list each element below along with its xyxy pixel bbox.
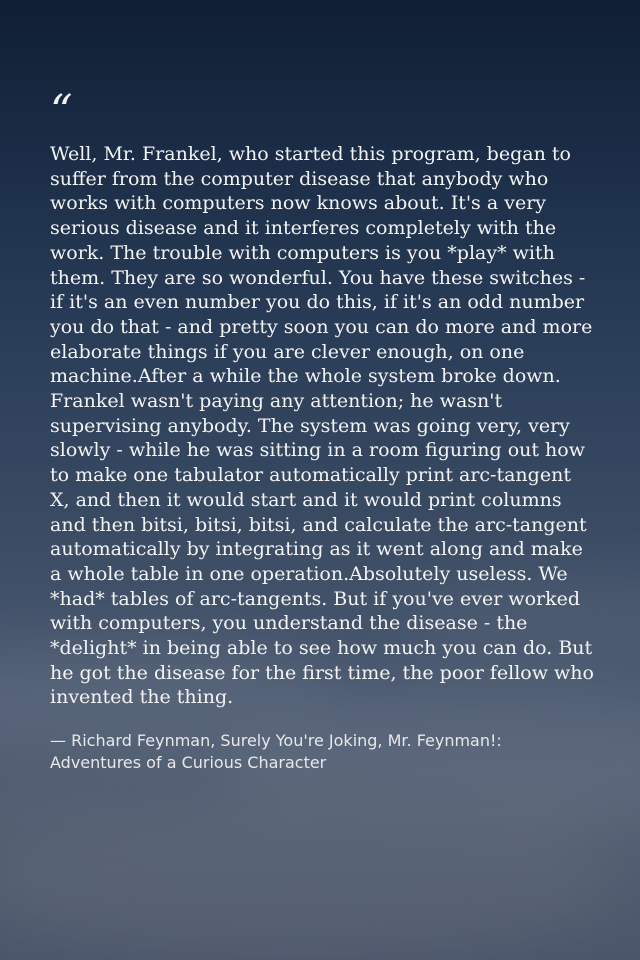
quote-mark-icon: “ bbox=[50, 86, 73, 137]
quote-text: Well, Mr. Frankel, who started this program, began to suffer from the computer disease that anybody who works with computers now knows about. It's a very serious disease and it interferes completely with the work. The trouble with computers is you *play* with them. They are so wonderful. You have these switches - if it's an even number you do this, if it's an odd number you do that - and pretty soon you can do more and more elaborate things if you are clever enough, on one machine.After a while the whole system broke down. Frankel wasn't paying any attention; he wasn't supervising anybody. The system was going very, very slowly - while he was sitting in a room figuring out how to make one tabulator automatically print arc-tangent X, and then it would start and it would print columns and then bitsi, bitsi, bitsi, and calculate the arc-tangent automatically by integrating as it went along and make a whole table in one operation.Absolutely useless. We *had* tables of arc-tangents. But if you've ever worked with computers, you understand the disease - the *delight* in being able to see how much you can do. But he got the disease for the first time, the poor fellow who invented the thing. bbox=[50, 143, 594, 709]
quote-attribution: — Richard Feynman, Surely You're Joking, Mr. Feynman!: Adventures of a Curious Character bbox=[50, 731, 502, 773]
quote-card bbox=[50, 86, 595, 774]
